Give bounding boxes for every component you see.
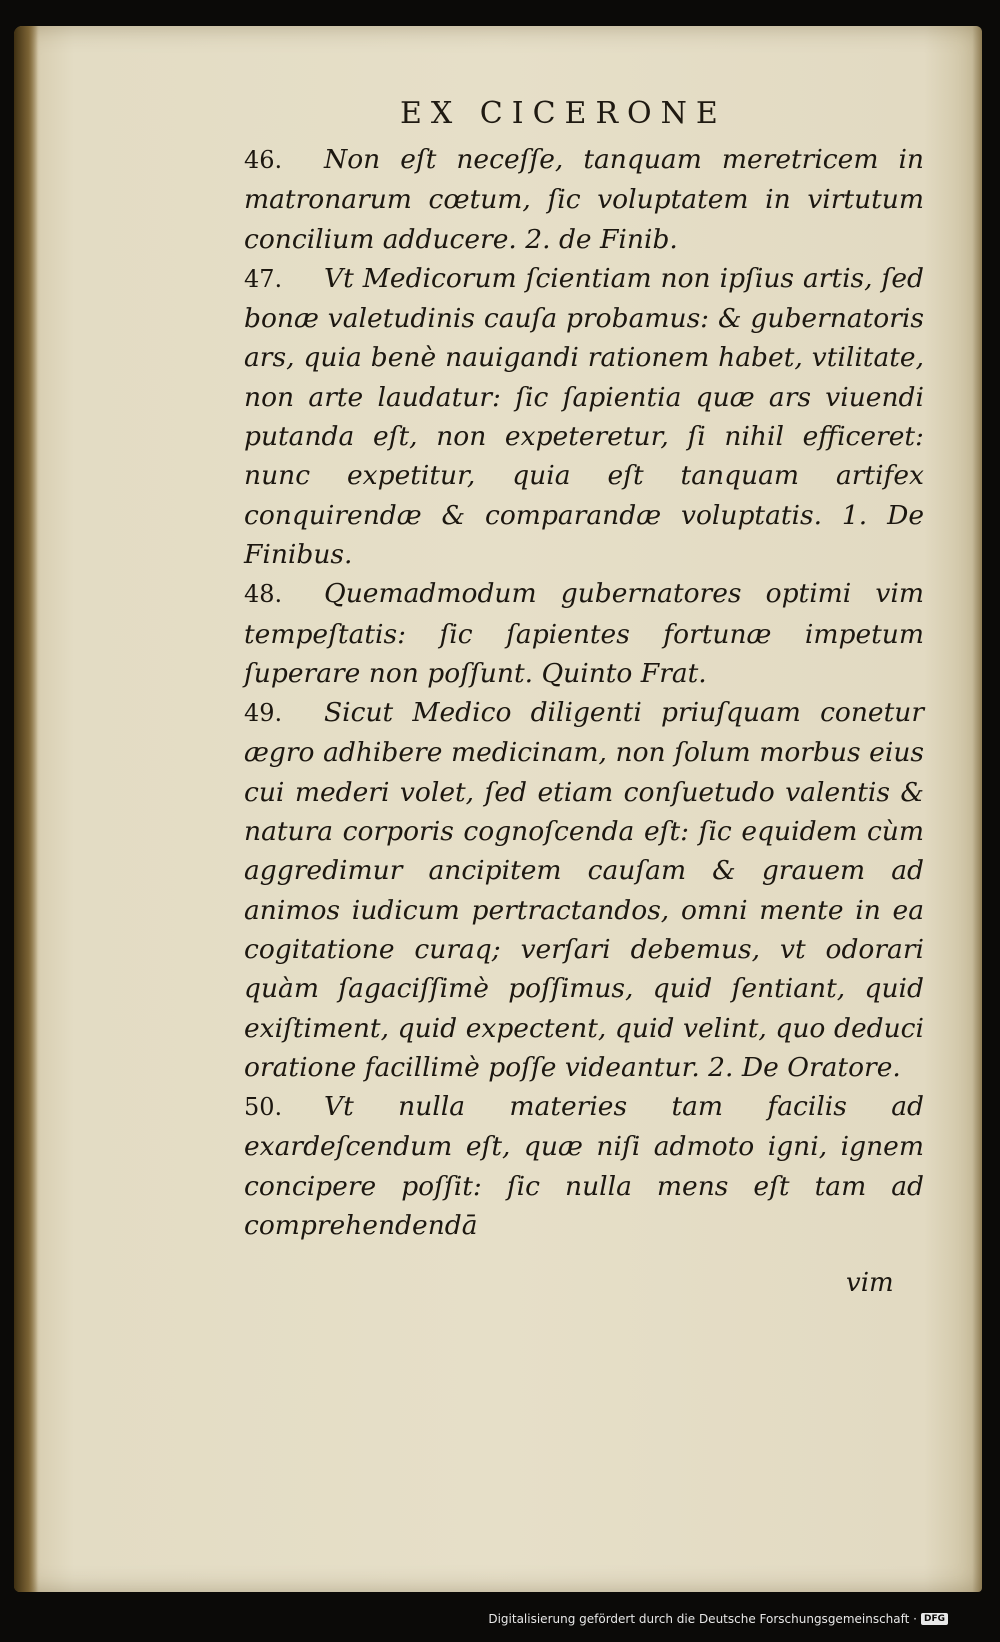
- entry-46: [244, 140, 924, 259]
- digitization-credit: [488, 1612, 948, 1626]
- entry-48: [244, 574, 924, 693]
- entry-number: 46.: [244, 146, 283, 174]
- page-binding-edge: [14, 26, 38, 1592]
- entry-number: 48.: [244, 580, 283, 609]
- page-body: [244, 140, 924, 1245]
- catchword: vim: [846, 1268, 894, 1298]
- entry-text: Vt nulla materies tam facilis ad exardeſcendum eſt, quæ niſi admoto igni, ignem concipere poſſit: ſic nulla mens eſt tam ad comprehendendā: [244, 1091, 924, 1242]
- entry-text: Non eſt neceſſe, tanquam meretricem in matronarum cœtum, ſic voluptatem in virtutum concilium adducere. 2. de Finib.: [244, 144, 924, 255]
- entry-text: Quemadmodum gubernatores optimi vim tempeſtatis: ſic ſapientes fortunæ impetum ſuperare non poſſunt. Quinto Frat.: [244, 578, 924, 689]
- entry-number: 50.: [244, 1093, 283, 1122]
- entry-49: [244, 693, 924, 1087]
- dfg-logo-icon: DFG: [921, 1613, 948, 1625]
- entry-text: Vt Medicorum ſcientiam non ipſius artis, ſed bonæ valetudinis cauſa probamus: & gubernatoris ars, quia benè nauigandi rationem habet, vtilitate, non arte laudatur: ſic ſapientia quæ ars viuendi putanda eſt, non expeteretur, ſi nihil efficeret: nunc expetitur, quia eſt tanquam artifex conquirendæ & comparandæ voluptatis. 1. De Finibus.: [244, 262, 924, 570]
- running-header: EX CICERONE: [400, 96, 727, 131]
- credit-text: Digitalisierung gefördert durch die Deutsche Forschungsgemeinschaft ·: [488, 1612, 917, 1626]
- entry-number: 47.: [244, 264, 283, 293]
- entry-50: [244, 1087, 924, 1245]
- entry-number: 49.: [244, 699, 283, 728]
- entry-text: Sicut Medico diligenti priuſquam conetur ægro adhibere medicinam, non ſolum morbus eius cui mederi volet, ſed etiam conſuetudo valentis & natura corporis cognoſcenda eſt: ſic equidem cùm aggredimur ancipitem cauſam & grauem ad animos iudicum pertractandos, omni mente in ea cogitatione curaq; verſari debemus, vt odorari quàm ſagaciſſimè poſſimus, quid ſentiant, quid exiſtiment, quid expectent, quid velint, quo deduci oratione facillimè poſſe videantur. 2. De Oratore.: [244, 697, 924, 1083]
- entry-47: [244, 259, 924, 574]
